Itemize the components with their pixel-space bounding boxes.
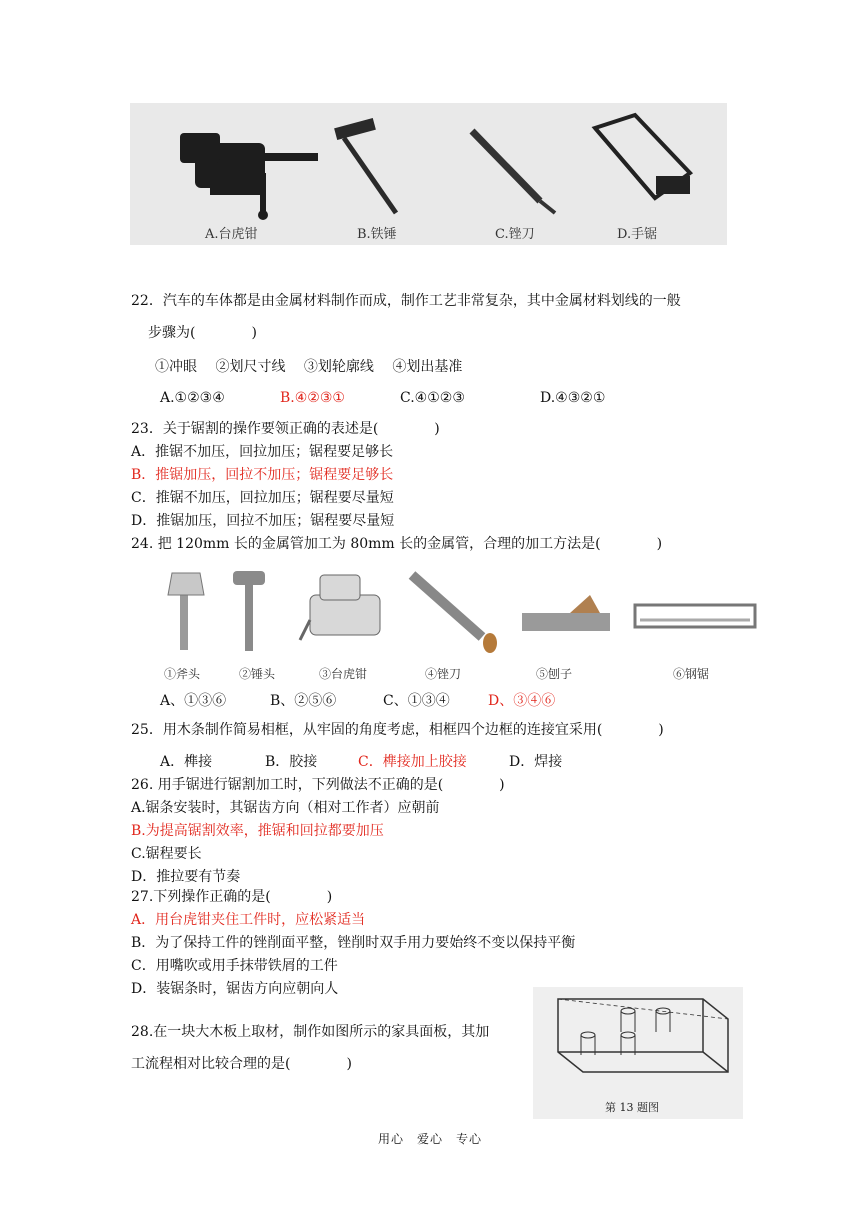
file-illustration bbox=[472, 131, 555, 213]
vise-illustration bbox=[300, 575, 380, 640]
q22-option-a: A.①②③④ bbox=[160, 390, 225, 406]
q26-option-d: D．推拉要有节奏 bbox=[131, 869, 241, 885]
q26-option-a: A.锯条安装时，其锯齿方向（相对工作者）应朝前 bbox=[131, 800, 440, 816]
caption-hacksaw: D.手锯 bbox=[617, 227, 658, 242]
q24-option-c: C、①③④ bbox=[383, 693, 450, 709]
board-drawing bbox=[533, 987, 743, 1097]
q25-option-d: D．焊接 bbox=[509, 754, 563, 770]
q28-figure-caption: 第 13 题图 bbox=[605, 1101, 659, 1114]
q27-stem: 27.下列操作正确的是( ) bbox=[131, 889, 333, 905]
q23-stem: 23．关于锯割的操作要领正确的表述是( ) bbox=[131, 421, 440, 437]
q25-option-a: A．榫接 bbox=[160, 754, 213, 770]
plane-illustration bbox=[522, 595, 610, 631]
q22-option-b: B.④②③① bbox=[280, 390, 345, 406]
q28-figure bbox=[533, 987, 743, 1119]
caption-vise: A.台虎钳 bbox=[205, 227, 258, 242]
tools-photo bbox=[130, 103, 727, 245]
caption-vise-2: ③台虎钳 bbox=[319, 667, 368, 681]
q23-option-a: A．推锯不加压，回拉加压；锯程要足够长 bbox=[131, 444, 394, 460]
q22-steps: ①冲眼 ②划尺寸线 ③划轮廓线 ④划出基准 bbox=[155, 359, 463, 375]
hammer-illustration bbox=[334, 118, 396, 213]
q25-option-b: B．胶接 bbox=[265, 754, 318, 770]
q25-option-c: C．榫接加上胶接 bbox=[358, 754, 467, 770]
q24-option-a: A、①③⑥ bbox=[160, 693, 227, 709]
q28-stem-line2: 工流程相对比较合理的是( ) bbox=[131, 1056, 352, 1072]
q27-option-d: D．装锯条时，锯齿方向应朝向人 bbox=[131, 981, 339, 997]
axe-illustration bbox=[168, 573, 204, 650]
q22-option-d: D.④③②① bbox=[540, 390, 606, 406]
hacksaw-illustration bbox=[595, 115, 690, 198]
q24-stem: 24. 把 120mm 长的金属管加工为 80mm 长的金属管，合理的加工方法是( ) bbox=[131, 536, 663, 552]
q23-option-b: B．推锯加压，回拉不加压；锯程要足够长 bbox=[131, 467, 394, 483]
q28-stem-line1: 28.在一块大木板上取材，制作如图所示的家具面板，其加 bbox=[131, 1024, 490, 1040]
q27-option-b: B．为了保持工件的锉削面平整，锉削时双手用力要始终不变以保持平衡 bbox=[131, 935, 576, 951]
q22-stem-line2: 步骤为( ) bbox=[148, 325, 257, 341]
q27-option-a: A．用台虎钳夹住工件时，应松紧适当 bbox=[131, 912, 366, 928]
q24-option-d: D、③④⑥ bbox=[488, 693, 556, 709]
saw-illustration bbox=[635, 605, 755, 627]
caption-file-2: ④锉刀 bbox=[425, 667, 462, 681]
caption-saw: ⑥钢锯 bbox=[673, 667, 710, 681]
q24-tools-illustration bbox=[160, 565, 770, 660]
q23-option-d: D．推锯加压，回拉不加压；锯程要尽量短 bbox=[131, 513, 395, 529]
caption-axe: ①斧头 bbox=[164, 667, 201, 681]
q26-stem: 26. 用手锯进行锯割加工时，下列做法不正确的是( ) bbox=[131, 777, 505, 793]
caption-plane: ⑤刨子 bbox=[536, 667, 573, 681]
q26-option-c: C.锯程要长 bbox=[131, 846, 202, 862]
file-illustration-2 bbox=[412, 575, 497, 653]
caption-file: C.锉刀 bbox=[495, 227, 535, 242]
q25-stem: 25．用木条制作简易相框，从牢固的角度考虑，相框四个边框的连接宜采用( ) bbox=[131, 722, 664, 738]
q24-option-b: B、②⑤⑥ bbox=[270, 693, 337, 709]
hammer-head-illustration bbox=[233, 571, 265, 651]
page-footer: 用心 爱心 专心 bbox=[378, 1132, 483, 1146]
q27-option-c: C．用嘴吹或用手抹带铁屑的工件 bbox=[131, 958, 338, 974]
caption-hammer: B.铁锤 bbox=[357, 227, 397, 242]
caption-hammer-head: ②锤头 bbox=[239, 667, 276, 681]
q22-stem-line1: 22．汽车的车体都是由金属材料制作而成，制作工艺非常复杂，其中金属材料划线的一般 bbox=[131, 293, 681, 309]
q22-option-c: C.④①②③ bbox=[400, 390, 465, 406]
q23-option-c: C．推锯不加压，回拉加压；锯程要尽量短 bbox=[131, 490, 394, 506]
bench-vise-illustration bbox=[180, 133, 318, 220]
q26-option-b: B.为提高锯割效率，推锯和回拉都要加压 bbox=[131, 823, 384, 839]
